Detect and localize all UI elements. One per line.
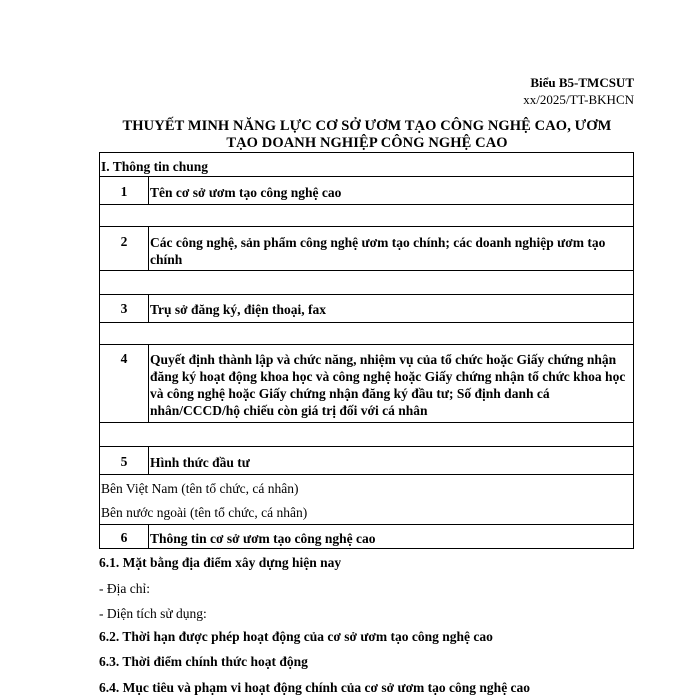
row-label: Tên cơ sở ươm tạo công nghệ cao xyxy=(150,185,342,200)
row-label: Các công nghệ, sản phẩm công nghệ ươm tạo chính; các doanh nghiệp ươm tạo chính xyxy=(150,235,606,267)
area-line: - Diện tích sử dụng: xyxy=(99,606,207,621)
row-number: 5 xyxy=(120,454,128,469)
row-label: Thông tin cơ sở ươm tạo công nghệ cao xyxy=(150,531,376,546)
table-rule xyxy=(99,322,634,323)
subsection-6-3: 6.3. Thời điểm chính thức hoạt động xyxy=(99,654,308,669)
table-rule xyxy=(99,548,634,549)
row-number: 6 xyxy=(120,530,128,545)
table-rule xyxy=(99,294,634,295)
row-number: 1 xyxy=(120,184,128,199)
table-rule xyxy=(99,422,634,423)
table-rule xyxy=(99,176,634,177)
subsection-6-2: 6.2. Thời hạn được phép hoạt động của cơ sở ươm tạo công nghệ cao xyxy=(99,629,493,644)
section-heading: I. Thông tin chung xyxy=(101,159,209,174)
table-rule xyxy=(99,204,634,205)
table-rule xyxy=(99,446,634,447)
subsection-6-1: 6.1. Mặt bằng địa điểm xây dựng hiện nay xyxy=(99,555,342,570)
row-number: 3 xyxy=(120,301,128,316)
table-rule xyxy=(99,152,634,153)
document-reference: xx/2025/TT-BKHCN xyxy=(523,92,634,107)
table-left-border xyxy=(99,152,100,548)
row-label: Trụ sở đăng ký, điện thoại, fax xyxy=(150,302,327,317)
table-rule xyxy=(99,226,634,227)
investor-foreign: Bên nước ngoài (tên tổ chức, cá nhân) xyxy=(101,505,308,520)
address-line: - Địa chỉ: xyxy=(99,581,150,596)
row-label: Quyết định thành lập và chức năng, nhiệm vụ của tổ chức hoặc Giấy chứng nhận đăng ký hoạt động khoa học và công nghệ hoặc Giấy chứng nhận tổ chức khoa học và công nghệ hoặc Giấy chứng nhận đăng ký đầu tư; Số định danh cá nhân/CCCD/hộ chiếu còn giá trị đối với cá nhân xyxy=(150,352,626,418)
table-rule xyxy=(99,270,634,271)
form-code: Biểu B5-TMCSUT xyxy=(530,75,634,90)
table-rule xyxy=(99,344,634,345)
subsection-6-4: 6.4. Mục tiêu và phạm vi hoạt động chính của cơ sở ươm tạo công nghệ cao xyxy=(99,680,531,695)
document-title-line-1: THUYẾT MINH NĂNG LỰC CƠ SỞ ƯƠM TẠO CÔNG NGHỆ CAO, ƯƠM xyxy=(122,118,612,134)
investor-vietnam: Bên Việt Nam (tên tổ chức, cá nhân) xyxy=(101,481,299,496)
document-title-line-2: TẠO DOANH NGHIỆP CÔNG NGHỆ CAO xyxy=(226,135,508,151)
row-number: 2 xyxy=(120,234,128,249)
table-right-border xyxy=(633,152,634,548)
table-rule xyxy=(99,524,634,525)
table-rule xyxy=(99,474,634,475)
row-number: 4 xyxy=(120,351,128,366)
row-label: Hình thức đầu tư xyxy=(150,455,250,470)
